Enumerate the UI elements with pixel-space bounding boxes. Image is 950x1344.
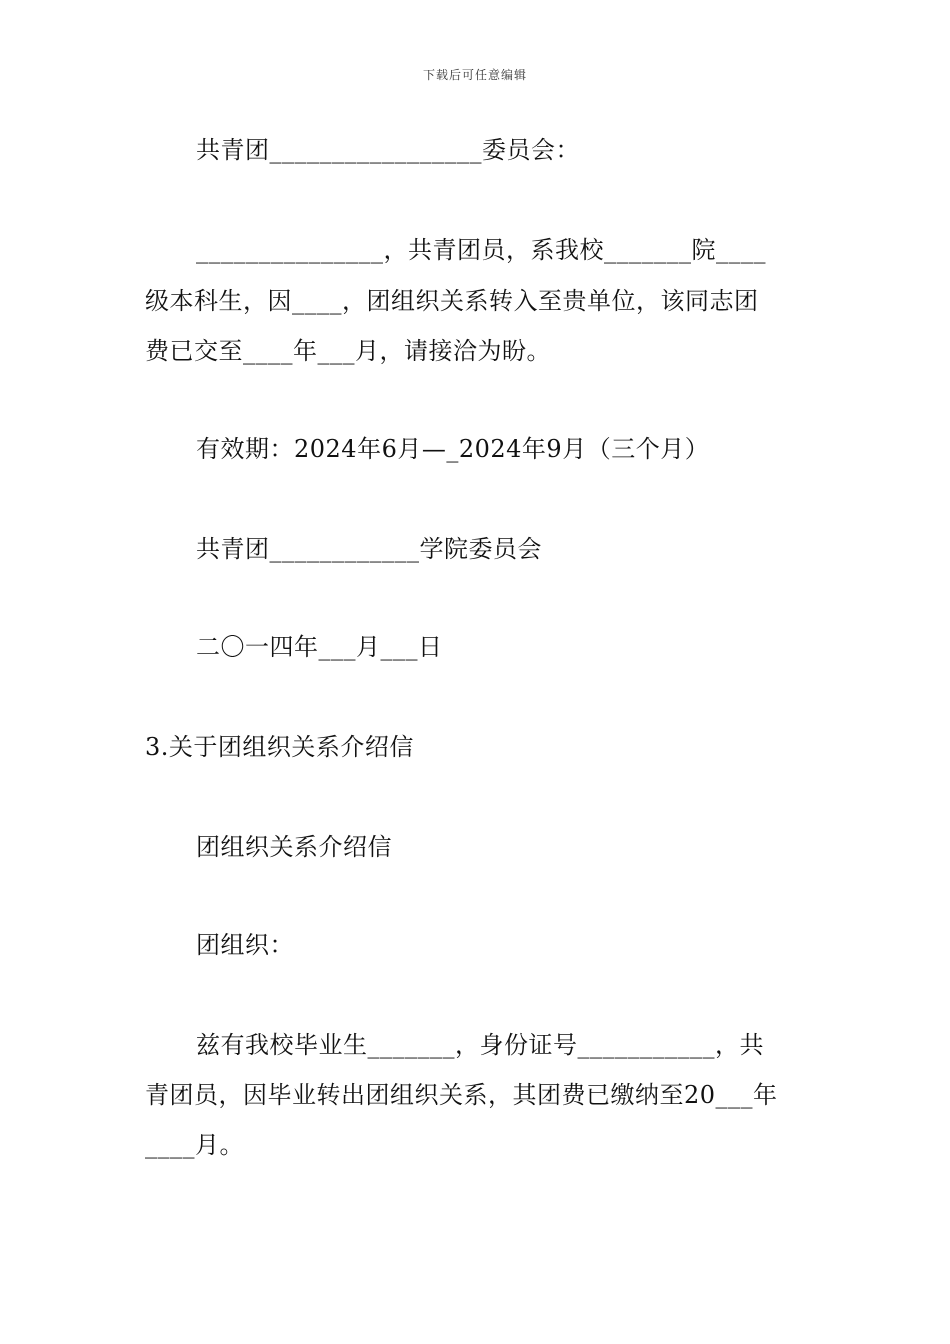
section-title: 3.关于团组织关系介绍信 [145, 733, 414, 761]
validity-line: 有效期：2024年6月—_2024年9月（三个月） [196, 435, 710, 463]
paragraph-1-line-1: _______________，共青团员，系我校_______院____ [196, 236, 766, 264]
paragraph-1-line-3: 费已交至____年___月，请接洽为盼。 [145, 337, 551, 365]
paragraph-1-line-2: 级本科生，因____，团组织关系转入至贵单位，该同志团 [145, 287, 759, 315]
addressee-line-2: 团组织： [196, 931, 294, 959]
signature-line: 共青团____________学院委员会 [196, 535, 542, 563]
addressee-line: 共青团_________________委员会： [196, 136, 580, 164]
date-line: 二〇一四年___月___日 [196, 633, 443, 661]
paragraph-2-line-1: 兹有我校毕业生_______，身份证号___________，共 [196, 1031, 764, 1059]
paragraph-2-line-3: ____月。 [145, 1131, 244, 1159]
letter-title: 团组织关系介绍信 [196, 833, 392, 861]
header-note: 下载后可任意编辑 [422, 68, 527, 82]
paragraph-2-line-2: 青团员，因毕业转出团组织关系，其团费已缴纳至20___年 [145, 1081, 778, 1109]
